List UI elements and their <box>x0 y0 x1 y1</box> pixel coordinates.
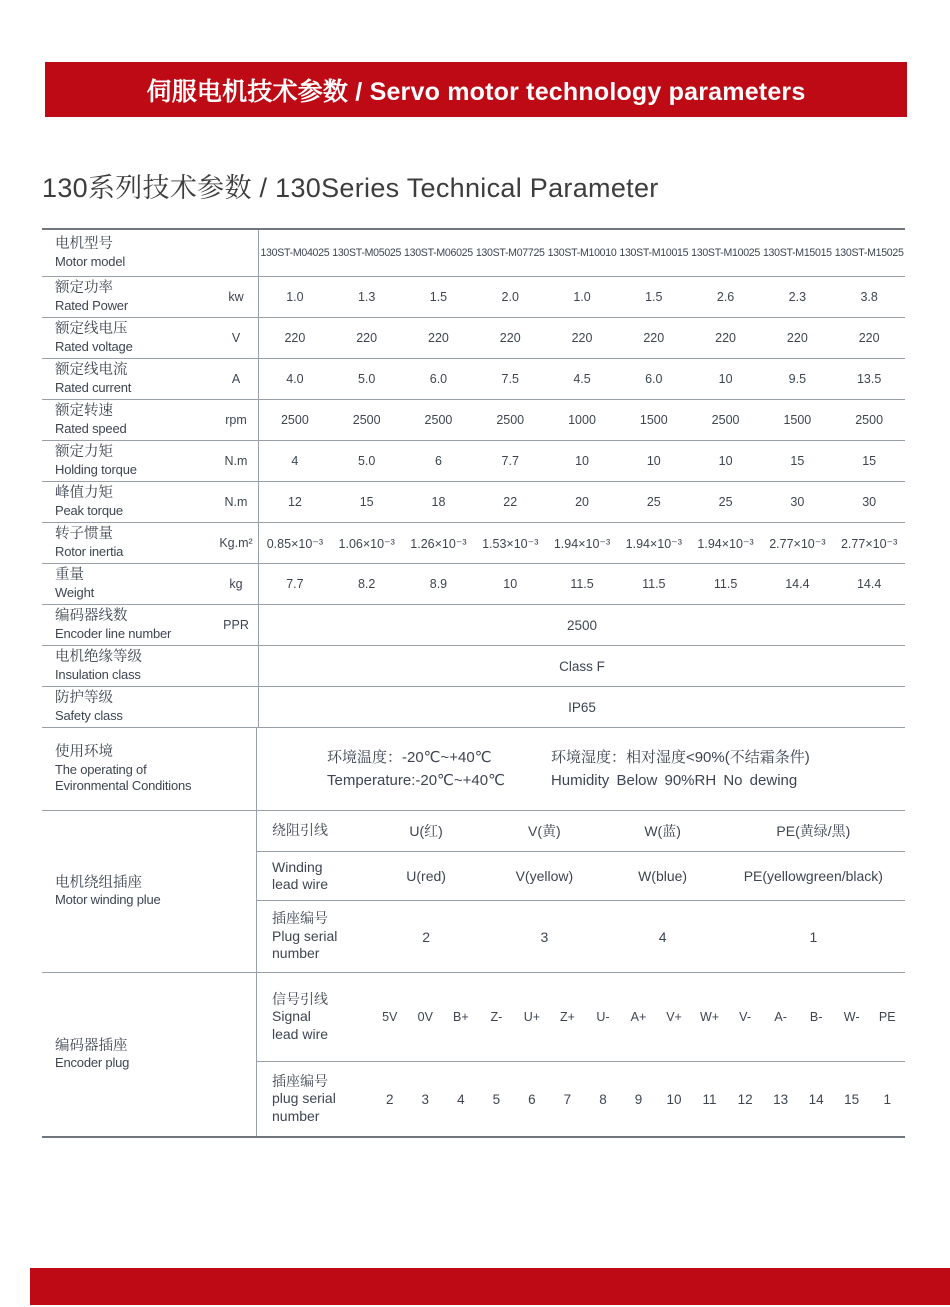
row-label <box>42 359 214 399</box>
cell-value: 15 <box>862 454 877 468</box>
encoder-signal-name: PE <box>878 1010 896 1024</box>
encoder-plug-serial-number: 13 <box>773 1091 789 1107</box>
cell-value: 1.0 <box>286 290 304 304</box>
table-row <box>42 277 905 318</box>
cell-value: 2.3 <box>788 290 807 304</box>
environment-row <box>42 728 905 811</box>
winding-rows <box>256 811 905 972</box>
cell-value: 2500 <box>711 413 740 427</box>
environment-label-en: Evironmental Conditions <box>55 777 192 793</box>
cell-value: 2500 <box>424 413 453 427</box>
cell-value: 1.53×10⁻³ <box>482 536 539 551</box>
environment-label-en: The operating of <box>55 761 147 777</box>
table-row <box>42 564 905 605</box>
section-title: 130系列技术参数 / 130Series Technical Parameter <box>42 173 659 203</box>
cell-span-value: IP65 <box>568 699 596 715</box>
cell-value: 22 <box>503 495 518 509</box>
table-header-row <box>42 230 905 277</box>
table-row <box>42 318 905 359</box>
encoder-plug-serial-number: 11 <box>702 1091 717 1107</box>
winding-serial-label-en-line: Plug serial <box>272 927 338 944</box>
table-row <box>42 687 905 728</box>
row-values <box>258 482 905 522</box>
motor-model-label <box>42 230 214 276</box>
row-label <box>42 605 214 645</box>
cell-value: 1.5 <box>645 290 663 304</box>
row-label <box>42 687 214 727</box>
motor-model-label-zh: 电机型号 <box>55 236 113 253</box>
cell-value: 10 <box>575 454 589 468</box>
encoder-label-zh: 编码器插座 <box>55 1037 128 1054</box>
row-label-en: Peak torque <box>55 502 123 518</box>
cell-value: 2500 <box>280 413 309 427</box>
model-name: 130ST-M07725 <box>475 247 545 259</box>
model-name: 130ST-M15025 <box>834 247 904 259</box>
row-unit: rpm <box>225 413 247 427</box>
cell-value: 1500 <box>783 413 812 427</box>
footer-bar <box>30 1268 950 1305</box>
cell-value: 25 <box>718 495 733 509</box>
encoder-signal-name: W- <box>843 1010 860 1024</box>
encoder-signal-name: A- <box>774 1010 787 1024</box>
cell-value: 30 <box>790 495 805 509</box>
cell-value: 1.94×10⁻³ <box>553 536 611 551</box>
cell-value: 2500 <box>496 413 525 427</box>
cell-value: 220 <box>284 331 306 345</box>
winding-wire-zh: W(蓝) <box>644 823 681 839</box>
winding-label <box>42 811 256 972</box>
table-row <box>42 441 905 482</box>
table-row <box>42 400 905 441</box>
encoder-signal-label <box>257 973 372 1061</box>
cell-value: 2500 <box>352 413 381 427</box>
row-label <box>42 646 214 686</box>
cell-value: 5.0 <box>357 454 376 468</box>
cell-value: 2500 <box>855 413 884 427</box>
cell-value: 10 <box>646 454 661 468</box>
cell-value: 18 <box>431 495 446 509</box>
row-label-zh: 额定线电流 <box>55 362 128 379</box>
cell-value: 25 <box>646 495 661 509</box>
cell-value: 7.7 <box>501 454 519 468</box>
winding-plug-serial-number: 4 <box>658 928 667 945</box>
encoder-signal-label-zh: 信号引线 <box>272 990 328 1007</box>
cell-value: 2.77×10⁻³ <box>769 536 826 551</box>
encoder-signal-name: V+ <box>666 1010 682 1024</box>
temperature-zh: 环境温度：-20℃~+40℃ <box>327 748 492 766</box>
encoder-plug-serial-number: 7 <box>563 1091 572 1107</box>
cell-value: 6 <box>434 454 442 468</box>
cell-value: 8.9 <box>429 577 448 591</box>
cell-value: 220 <box>858 331 880 345</box>
encoder-plug-serial-number: 10 <box>666 1091 682 1107</box>
row-values <box>258 359 905 399</box>
cell-value: 10 <box>718 454 733 468</box>
encoder-plug-serial-number: 3 <box>421 1091 430 1107</box>
encoder-serial-label-en-line: plug serial <box>272 1090 336 1107</box>
winding-serial-label <box>257 901 367 972</box>
table-row <box>42 482 905 523</box>
cell-value: 11.5 <box>713 577 738 591</box>
row-label-zh: 电机绝缘等级 <box>55 649 142 666</box>
winding-wire-row-zh <box>257 811 905 852</box>
encoder-section <box>42 973 905 1138</box>
row-label-en: Rated current <box>55 379 132 395</box>
cell-value: 11.5 <box>642 577 666 591</box>
row-label <box>42 400 214 440</box>
row-label-zh: 额定转速 <box>55 403 113 420</box>
encoder-signal-label-en-line: Signal <box>272 1008 311 1025</box>
encoder-serial-row <box>257 1062 905 1136</box>
row-label-en: Insulation class <box>55 666 141 682</box>
encoder-label-en: Encoder plug <box>55 1055 130 1071</box>
row-label <box>42 482 214 522</box>
cell-value: 1.94×10⁻³ <box>697 536 754 551</box>
row-label-en: Rated voltage <box>55 338 133 354</box>
cell-value: 220 <box>571 331 593 345</box>
winding-wire-en: W(blue) <box>638 868 688 884</box>
encoder-plug-serial-number: 4 <box>457 1091 465 1107</box>
row-label-zh: 额定功率 <box>55 280 113 297</box>
cell-value: 4.5 <box>573 372 591 386</box>
row-label-zh: 转子惯量 <box>55 526 113 543</box>
temperature-info <box>327 746 505 793</box>
model-name: 130ST-M05025 <box>332 247 402 259</box>
row-values <box>258 441 905 481</box>
winding-wire-zh: U(红) <box>409 823 443 839</box>
cell-value: 7.7 <box>286 577 304 591</box>
encoder-plug-serial-number: 6 <box>528 1091 536 1107</box>
encoder-signal-name: Z- <box>490 1010 503 1024</box>
encoder-signal-name: W+ <box>699 1010 720 1024</box>
cell-value: 220 <box>786 331 808 345</box>
encoder-signal-name: U- <box>596 1010 610 1024</box>
encoder-serial-label <box>257 1062 372 1136</box>
winding-serial-row <box>257 901 905 972</box>
row-unit <box>214 646 258 686</box>
encoder-plug-serial-number: 8 <box>599 1091 607 1107</box>
model-name: 130ST-M10010 <box>547 247 617 259</box>
row-unit: PPR <box>223 618 249 632</box>
row-label-en: Holding torque <box>55 461 137 477</box>
encoder-rows <box>256 973 905 1136</box>
cell-value: 4 <box>291 454 299 468</box>
row-label-en: Safety class <box>55 707 123 723</box>
encoder-plug-serial-number: 15 <box>844 1091 860 1107</box>
cell-value: 7.5 <box>501 372 519 386</box>
encoder-serial-label-en-line: number <box>272 1107 320 1124</box>
encoder-signal-name: U+ <box>523 1010 541 1024</box>
cell-value: 220 <box>356 331 378 345</box>
winding-plug-serial-number: 2 <box>422 928 431 945</box>
row-label <box>42 523 214 563</box>
table-row <box>42 646 905 687</box>
cell-value: 1.3 <box>357 290 376 304</box>
row-unit: A <box>231 372 241 386</box>
row-label-zh: 编码器线数 <box>55 608 128 625</box>
cell-span-value: 2500 <box>566 617 598 633</box>
winding-plug-serial-number: 3 <box>540 928 549 945</box>
cell-value: 1.06×10⁻³ <box>338 536 395 551</box>
cell-value: 13.5 <box>856 372 882 386</box>
encoder-plug-serial-number: 14 <box>808 1091 824 1107</box>
row-unit: V <box>231 331 241 345</box>
encoder-signal-name: B+ <box>453 1010 469 1024</box>
motor-model-label-en: Motor model <box>55 253 126 269</box>
row-values <box>258 400 905 440</box>
table-row <box>42 523 905 564</box>
encoder-signal-label-en-line: lead wire <box>272 1025 329 1042</box>
cell-value: 11.5 <box>570 577 594 591</box>
row-label-zh: 峰值力矩 <box>55 485 113 502</box>
row-label-en: Weight <box>55 584 95 600</box>
winding-wire-en: U(red) <box>406 868 446 884</box>
row-label-en: Rated Power <box>55 297 128 313</box>
winding-serial-label-en-line: number <box>272 945 320 962</box>
winding-wire-label-en-line: Winding <box>272 858 323 875</box>
cell-value: 1.94×10⁻³ <box>625 536 682 551</box>
cell-value: 2.6 <box>716 290 735 304</box>
row-unit: N.m <box>224 454 248 468</box>
cell-value: 220 <box>499 331 521 345</box>
temperature-en: Temperature:-20℃~+40℃ <box>327 772 505 789</box>
winding-wire-zh: V(黄) <box>528 823 561 839</box>
row-unit: N.m <box>224 495 248 509</box>
winding-wire-label-zh: 绕阻引线 <box>272 822 328 839</box>
cell-value: 8.2 <box>357 577 376 591</box>
winding-wire-zh: PE(黄绿/黑) <box>776 823 851 839</box>
table-row <box>42 605 905 646</box>
cell-value: 14.4 <box>856 577 882 591</box>
winding-label-zh: 电机绕组插座 <box>55 874 142 891</box>
winding-wire-label-en-line: lead wire <box>272 876 329 892</box>
encoder-signal-row <box>257 973 905 1062</box>
cell-value: 2.0 <box>501 290 519 304</box>
cell-value: 1.0 <box>573 290 591 304</box>
row-unit: Kg.m² <box>219 536 253 550</box>
encoder-serial-label-zh: 插座编号 <box>272 1072 328 1089</box>
encoder-plug-serial-number: 1 <box>883 1091 891 1107</box>
cell-value: 30 <box>862 495 877 509</box>
cell-value: 15 <box>790 454 805 468</box>
encoder-signal-name: A+ <box>630 1010 647 1024</box>
cell-value: 0.85×10⁻³ <box>266 536 324 551</box>
cell-value: 4.0 <box>286 372 304 386</box>
cell-value: 6.0 <box>429 372 448 386</box>
winding-wire-label-en <box>257 852 367 900</box>
row-unit: kw <box>228 290 244 304</box>
cell-value: 10 <box>503 577 518 591</box>
model-name: 130ST-M04025 <box>260 247 330 259</box>
encoder-signal-name: B- <box>809 1010 823 1024</box>
row-label-en: Rotor inertia <box>55 543 124 559</box>
cell-value: 6.0 <box>645 372 663 386</box>
row-label-en: Encoder line number <box>55 625 172 641</box>
winding-plug-serial-number: 1 <box>809 928 818 945</box>
encoder-plug-serial-number: 9 <box>634 1091 643 1107</box>
row-values <box>258 687 905 727</box>
page-banner <box>45 62 907 117</box>
row-label-zh: 额定力矩 <box>55 444 113 461</box>
cell-value: 15 <box>359 495 374 509</box>
environment-values <box>256 728 905 810</box>
row-label <box>42 441 214 481</box>
cell-value: 20 <box>575 495 589 509</box>
encoder-signal-name: 0V <box>417 1010 433 1024</box>
row-values <box>258 564 905 604</box>
row-unit <box>214 687 258 727</box>
encoder-signal-name: 5V <box>382 1010 398 1024</box>
row-values <box>258 277 905 317</box>
row-values <box>258 646 905 686</box>
model-name: 130ST-M10025 <box>691 247 760 259</box>
encoder-signal-name: V- <box>739 1010 751 1024</box>
humidity-zh: 环境湿度：相对湿度<90%(不结霜条件) <box>550 748 810 766</box>
winding-wire-en: V(yellow) <box>515 868 574 884</box>
row-values <box>258 523 905 563</box>
winding-wire-en: PE(yellowgreen/black) <box>743 868 883 884</box>
environment-label-zh: 使用环境 <box>55 744 113 761</box>
row-label <box>42 318 214 358</box>
humidity-en: Humidity Below 90%RH No dewing <box>550 772 798 789</box>
row-label-zh: 重量 <box>55 567 84 584</box>
unit-cell <box>214 230 258 276</box>
winding-wire-row-en <box>257 852 905 901</box>
row-label <box>42 277 214 317</box>
winding-section <box>42 811 905 973</box>
cell-value: 12 <box>287 495 302 509</box>
cell-value: 5.0 <box>357 372 376 386</box>
row-label-zh: 防护等级 <box>55 690 113 707</box>
row-label-zh: 额定线电压 <box>55 321 128 338</box>
row-label <box>42 564 214 604</box>
cell-value: 3.8 <box>860 290 878 304</box>
cell-value: 9.5 <box>788 372 807 386</box>
model-name: 130ST-M06025 <box>404 247 473 259</box>
model-name: 130ST-M15015 <box>762 247 832 259</box>
model-name: 130ST-M10015 <box>619 247 689 259</box>
row-values <box>258 318 905 358</box>
spec-table <box>42 228 905 1138</box>
winding-serial-label-zh: 插座编号 <box>272 910 328 927</box>
cell-value: 220 <box>428 331 449 345</box>
model-columns <box>258 230 905 276</box>
encoder-plug-serial-number: 5 <box>492 1091 501 1107</box>
table-row <box>42 359 905 400</box>
cell-value: 10 <box>718 372 733 386</box>
humidity-info <box>551 746 810 793</box>
encoder-label <box>42 973 256 1136</box>
cell-value: 220 <box>643 331 665 345</box>
row-label-en: Rated speed <box>55 420 127 436</box>
cell-value: 1.5 <box>429 290 448 304</box>
cell-value: 1.26×10⁻³ <box>410 536 467 551</box>
row-unit: kg <box>229 577 243 591</box>
cell-span-value: Class F <box>559 658 605 674</box>
cell-value: 2.77×10⁻³ <box>840 536 898 551</box>
banner-title: 伺服电机技术参数 / Servo motor technology parameters <box>146 77 806 106</box>
row-values <box>258 605 905 645</box>
cell-value: 220 <box>715 331 736 345</box>
cell-value: 1000 <box>568 413 596 427</box>
cell-value: 1500 <box>639 413 668 427</box>
environment-label <box>42 728 256 810</box>
encoder-plug-serial-number: 2 <box>386 1091 394 1107</box>
encoder-signal-name: Z+ <box>559 1010 575 1024</box>
encoder-plug-serial-number: 12 <box>737 1091 753 1107</box>
winding-label-en: Motor winding plue <box>55 892 161 908</box>
cell-value: 14.4 <box>785 577 810 591</box>
